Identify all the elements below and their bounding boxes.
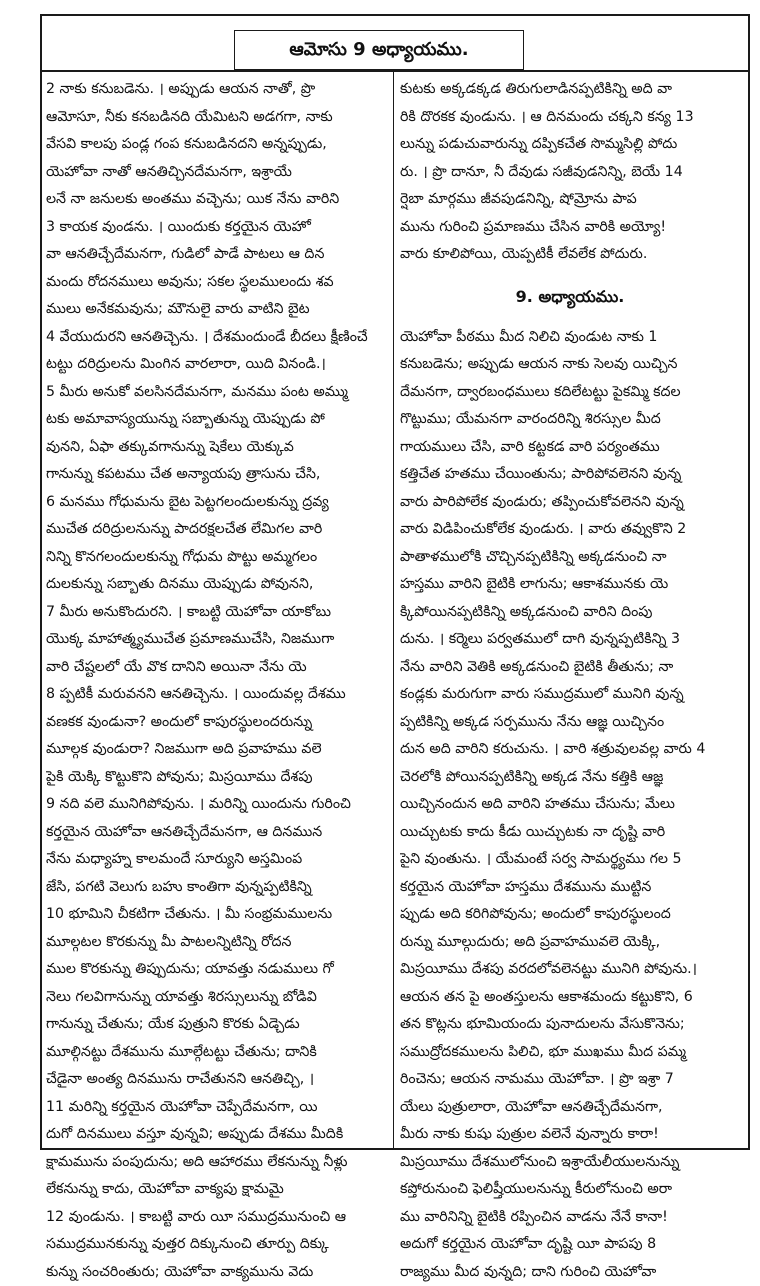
text-line: కున్ను సంచరింతురు; యెహోవా వాక్యమును వెదు — [46, 1259, 390, 1286]
text-line: దుగో దినములు వస్తూ వున్నవి; అప్పుడు దేశము మీదికి — [46, 1121, 390, 1149]
text-line: దేమనగా, ద్వారబంధములు కదిలేటట్టు పైకమ్మి కదల — [400, 379, 740, 407]
text-line: ఆమోసూ, నీకు కనబడినది యేమిటని అడగగా, నాకు — [46, 104, 390, 132]
text-line: వారు కూలిపోయి, యెప్పటికీ లేవలేక పోదురు. — [400, 241, 740, 269]
text-line: మిస్రయీము దేశములోనుంచి ఇశ్రాయేలీయులనున్ను — [400, 1149, 740, 1177]
text-line: కత్తిచేత హతము చేయింతును; పారిపోవలెనని వున్న — [400, 461, 740, 489]
text-line: మూల్గక వుండురా? నిజముగా అది ప్రవాహము వలె — [46, 736, 390, 764]
text-line: వునని, ఏఫా తక్కువగానున్ను షెకేలు యెక్కువ — [46, 434, 390, 462]
text-line: కండ్లకు మరుగుగా వారు సముద్రములో మునిగి వున్న — [400, 681, 740, 709]
text-line: 4 వేయుదురని ఆనతిచ్చెను. । దేశమందుండే బీదలు క్షీణించే — [46, 324, 390, 352]
text-line: వా ఆనతిచ్చేదేమనగా, గుడిలో పాడే పాటలు ఆ దిన — [46, 241, 390, 269]
text-line: యిచ్చుటకు కాదు కీడు యిచ్చుటకు నా దృష్టి వారి — [400, 819, 740, 847]
text-line: వారు విడిపించుకోలేక వుండురు. । వారు తవ్వుకొని 2 — [400, 516, 740, 544]
text-line: వేసవి కాలపు పండ్ల గంప కనుబడినదని అన్నప్పుడు, — [46, 131, 390, 159]
text-line: నెలు గలవిగానున్ను యావత్తు శిరస్సులున్ను బోడివి — [46, 984, 390, 1012]
text-line: ప్పుడు అది కరిగిపోవును; అందులో కాపురస్థులంద — [400, 901, 740, 929]
text-line: టట్టు దరిద్రులను మింగిన వారలారా, యిది వినండి.। — [46, 351, 390, 379]
text-line: మందు రోదనములు అవును; సకల స్థలములందు శవ — [46, 269, 390, 297]
chapter-heading: 9. అధ్యాయము. — [400, 269, 740, 324]
text-line: రున్ను మూల్గుదురు; అది ప్రవాహమువలె యెక్కి, — [400, 929, 740, 957]
text-line: టకు అమావాస్యయున్ను సబ్బాతున్ను యెప్పుడు పో — [46, 406, 390, 434]
text-line: లనే నా జనులకు అంతము వచ్చెను; యిక నేను వారిని — [46, 186, 390, 214]
text-line: గాయములు చేసి, వారి కట్టకడ వారి పర్యంతము — [400, 434, 740, 462]
text-line: దును. । కర్మెలు పర్వతములో దాగి వున్నప్పటికిన్ని 3 — [400, 626, 740, 654]
text-line: నేను వారిని వెతికి అక్కడనుంచి బైటికి తీతును; నా — [400, 654, 740, 682]
text-line: వణకక వుండునా? అందులో కాపురస్థులందరున్ను — [46, 709, 390, 737]
text-line: హస్తము వారిని బైటికి లాగును; ఆకాశమునకు యె — [400, 571, 740, 599]
text-line: గొట్టుము; యేమనగా వారందరిన్ని శిరస్సుల మీద — [400, 406, 740, 434]
text-line: నేను మధ్యాహ్న కాలమందే సూర్యుని అస్తమింప — [46, 846, 390, 874]
text-line: క్షామమును పంపుదును; అది ఆహారము లేకనున్ను నీళ్లు — [46, 1149, 390, 1177]
text-line: 3 కాయక వుండను. । యిందుకు కర్తయైన యెహో — [46, 214, 390, 242]
header-rule — [40, 70, 750, 72]
text-line: యొక్క మాహాత్మ్యముచేత ప్రమాణముచేసి, నిజముగా — [46, 626, 390, 654]
right-column — [400, 76, 740, 1286]
text-line: వారు పారిపోలేక వుండురు; తప్పించుకోవలెనని వున్న — [400, 489, 740, 517]
text-line: రించెను; ఆయన నామము యెహోవా. । ప్రొ ఇశ్రా 7 — [400, 1066, 740, 1094]
text-line: 2 నాకు కనుబడెను. । అప్పుడు ఆయన నాతో, ప్రొ — [46, 76, 390, 104]
text-line: 10 భూమిని చీకటిగా చేతును. । మీ సంభ్రమములను — [46, 901, 390, 929]
text-line: కర్తయైన యెహోవా హస్తము దేశమును ముట్టిన — [400, 874, 740, 902]
text-line: యెహోవా నాతో ఆనతిచ్చినదేమనగా, ఇశ్రాయే — [46, 159, 390, 187]
text-line: ప్పటికిన్ని అక్కడ సర్పమును నేను ఆజ్ఞ యిచ్చినం — [400, 709, 740, 737]
text-line: ఆయన తన పై అంతస్తులను ఆకాశమందు కట్టుకొని, 6 — [400, 984, 740, 1012]
text-line: 9 నది వలె మునిగిపోవును. । మరిన్ని యిందును గురించి — [46, 791, 390, 819]
text-line: 7 మీరు అనుకొందురని. । కాబట్టి యెహోవా యాకోబు — [46, 599, 390, 627]
text-line: 11 మరిన్ని కర్తయైన యెహోవా చెప్పేదేమనగా, యి — [46, 1094, 390, 1122]
text-line: యెహోవా పీఠము మీద నిలిచి వుండుట నాకు 1 — [400, 324, 740, 352]
text-line: జేసి, పగటి వెలుగు బహు కాంతిగా వున్నప్పటికిన్ని — [46, 874, 390, 902]
text-line: ములు అనేకమవును; మౌనులై వారు వాటిని బైట — [46, 296, 390, 324]
text-line: మూల్గటల కొరకున్ను మీ పాటలన్నిటిన్ని రోదన — [46, 929, 390, 957]
text-line: గానున్ను చేతును; యేక పుత్రుని కొరకు ఏడ్చెడు — [46, 1011, 390, 1039]
text-line: రికి దొరకక వుండును. । ఆ దినమందు చక్కని కన్య 13 — [400, 104, 740, 132]
text-line: తన కొట్లను భూమియందు పునాదులను వేసుకొనెను; — [400, 1011, 740, 1039]
text-line: వారి చేష్టలలో యే వొక దానిని అయినా నేను యె — [46, 654, 390, 682]
text-line: కర్తయైన యెహోవా ఆనతిచ్చేదేమనగా, ఆ దినమున — [46, 819, 390, 847]
text-line: యేలు పుత్రులారా, యెహోవా ఆనతిచ్చేదేమనగా, — [400, 1094, 740, 1122]
text-line: 12 వుండును. । కాబట్టి వారు యీ సముద్రమునుంచి ఆ — [46, 1204, 390, 1232]
left-column — [46, 76, 390, 1286]
text-line: సముద్రోదకములను పిలిచి, భూ ముఖము మీద పమ్మ — [400, 1039, 740, 1067]
text-line: క్కిపోయినప్పటికిన్ని అక్కడనుంచి వారిని దింపు — [400, 599, 740, 627]
text-line: 8 ప్పటికీ మరువనని ఆనతిచ్చెను. । యిందువల్ల దేశము — [46, 681, 390, 709]
text-line: ము వారినిన్ని బైటికి రప్పించిన వాడను నేనే కానా! — [400, 1204, 740, 1232]
text-line: కప్తోరునుంచి ఫెలిష్తీయులనున్ను కీరులోనుంచి అరా — [400, 1176, 740, 1204]
text-line: మిస్రయీము దేశపు వరదలోవలెనట్టు మునిగి పోవును.। — [400, 956, 740, 984]
text-line: కుటకు అక్కడక్కడ తిరుగులాడినప్పటికిన్ని అది వా — [400, 76, 740, 104]
text-line: మును గురించి ప్రమాణము చేసిన వారికి అయ్యో! — [400, 214, 740, 242]
text-line: ముల కొరకున్ను తిప్పుదును; యావత్తు నడుములు గో — [46, 956, 390, 984]
text-line: నిన్ని కొనగలందులకున్ను గోధుమ పొట్టు అమ్మగలం — [46, 544, 390, 572]
text-line: దులకున్ను సబ్బాతు దినము యెప్పుడు పోవునని, — [46, 571, 390, 599]
page-title: ఆమోసు 9 అధ్యాయము. — [234, 30, 524, 70]
text-line: రాజ్యము మీద వున్నది; దాని గురించి యెహోవా — [400, 1259, 740, 1286]
text-line: చెరలోకి పోయినప్పటికిన్ని అక్కడ నేను కత్తికి ఆజ్ఞ — [400, 764, 740, 792]
text-line: ముచేత దరిద్రులనున్ను పాదరక్షలచేత లేమిగల వారి — [46, 516, 390, 544]
text-line: లేకనున్ను కాదు, యెహోవా వాక్యపు క్షామమై — [46, 1176, 390, 1204]
text-line: ర్షెబా మార్గము జీవపుడనిన్ని, షోమ్రోను పాప — [400, 186, 740, 214]
text-line: గానున్ను కపటము చేత అన్యాయపు త్రాసును చేసి, — [46, 461, 390, 489]
text-line: పైని వుంతును. । యేమంటే సర్వ సామర్థ్యము గల 5 — [400, 846, 740, 874]
column-divider — [393, 72, 394, 1148]
text-line: పైకి యెక్కి కొట్టుకొని పోవును; మిస్రయీము దేశపు — [46, 764, 390, 792]
text-line: లున్ను పడుచువారున్ను దప్పికచేత సొమ్మసిల్లి పోదు — [400, 131, 740, 159]
text-line: సముద్రమునకున్ను వుత్తర దిక్కునుంచి తూర్పు దిక్కు — [46, 1231, 390, 1259]
text-line: దున అది వారిని కరుచును. । వారి శత్రువులవల్ల వారు 4 — [400, 736, 740, 764]
text-line: మూల్గినట్టు దేశమును మూల్గేటట్టు చేతును; దానికి — [46, 1039, 390, 1067]
text-line: 6 మనము గోధుమను బైట పెట్టగలందులకున్ను ద్రవ్య — [46, 489, 390, 517]
text-line: చేడైనా అంత్య దినమును రాచేతునని ఆనతిచ్చి, । — [46, 1066, 390, 1094]
text-line: అదుగో కర్తయైన యెహోవా దృష్టి యీ పాపపు 8 — [400, 1231, 740, 1259]
text-line: 5 మీరు అనుకో వలసినదేమనగా, మనము పంట అమ్ము — [46, 379, 390, 407]
text-line: మీరు నాకు కుషు పుత్రుల వలెనే వున్నారు కారా! — [400, 1121, 740, 1149]
text-line: రు. । ప్రొ దానూ, నీ దేవుడు సజీవుడనిన్ని, బెయే 14 — [400, 159, 740, 187]
text-line: పాతాళములోకి చొచ్చినప్పటికిన్ని అక్కడనుంచి నా — [400, 544, 740, 572]
text-line: యిచ్చినందున అది వారిని హతము చేసును; మేలు — [400, 791, 740, 819]
text-line: కనుబడెను; అప్పుడు ఆయన నాకు సెలవు యిచ్చిన — [400, 351, 740, 379]
